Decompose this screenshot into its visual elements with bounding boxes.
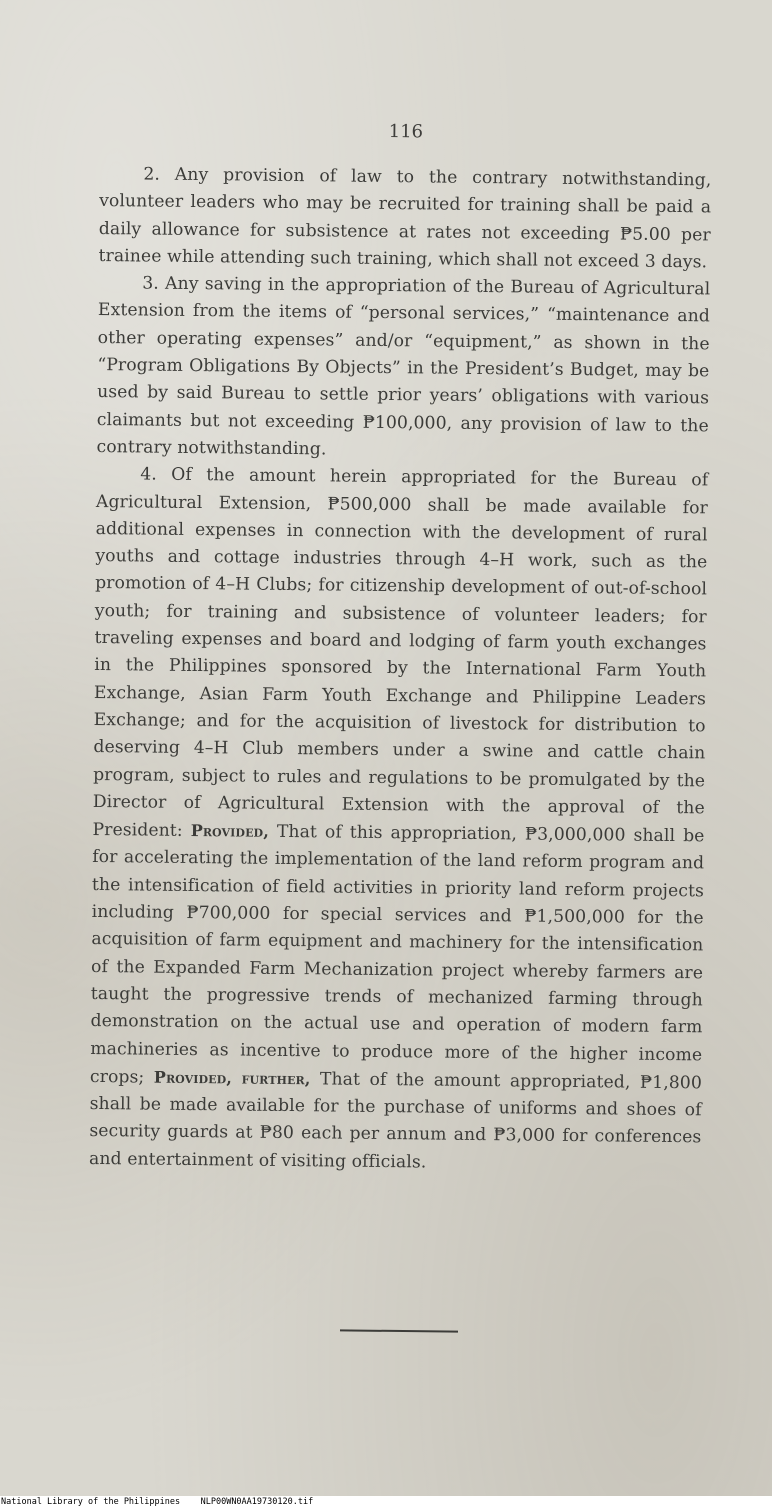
footer-source: National Library of the Philippines — [1, 1497, 181, 1507]
scan-footer — [0, 1496, 772, 1508]
section-divider — [340, 1329, 458, 1332]
paragraph-2: 2. Any provision of law to the contrary notwithstanding, volunteer leaders who may be recruited for training shall be paid a daily allowance for subsistence at rates not exceeding ₱5.00 per trainee while attending such training, which shall not exceed 3 days. — [98, 164, 712, 273]
paragraph-4-text-1: 4. Of the amount herein appropriated for the Bureau of Agricultural Extension, ₱500,000 shall be made available for additional expenses in connection with the development of rural youths and cottage industries through 4–H work, such as the promotion of 4–H Clubs; for citizenship development of out-of-school youth; for training and subsistence of volunteer leaders; for traveling expenses and board and lodging of farm youth exchanges in the Philippines sponsored by the International Farm Youth Exchange, Asian Farm Youth Exchange and Philippine Leaders Exchange; and for the acquisition of livestock for distribution to deserving 4–H Club members under a swine and cattle chain program, subject to rules and regulations to be promulgated by the Director of Agricultural Extension with the approval of the President: — [92, 464, 709, 842]
page-number: 116 — [388, 121, 424, 143]
paragraph-4-text-2: That of this appropriation, ₱3,000,000 shall be for accelerating the implementation of the land reform program and the intensification of field activities in priority land reform projects including ₱700,000 for special services and ₱1,500,000 for the acquisition of farm equipment and machinery for the intensification of the Expanded Farm Mechanization project whereby farmers are taught the progressive trends of mechanized farming through demonstration on the actual use and operation of modern farm machineries as incentive to produce more of the higher income crops; — [89, 822, 705, 1088]
document-page — [89, 118, 712, 1179]
paragraph-4 — [89, 461, 708, 1179]
paragraph-4-text-3: That of the amount appropriated, ₱1,800 shall be made available for the purchase of uniforms and shoes of security guards at ₱80 each per annum and ₱3,000 for conferences and entertainment of visiting officials. — [88, 1069, 703, 1173]
footer-filename: NLP00WN0AA19730120.tif — [200, 1497, 314, 1507]
provided-clause-2: Provided, further, — [153, 1067, 311, 1089]
paragraph-3: 3. Any saving in the appropriation of the Bureau of Agricultural Extension from the items of “personal services,” “maintenance and other operating expenses” and/or “equipment,” as shown in the “Program Obligations By Objects” in the President’s Budget, may be used by said Bureau to settle prior years’ obligations with various claimants but not exceeding ₱100,000, any provision of law to the contrary notwithstanding. — [96, 273, 711, 460]
provided-clause-1: Provided, — [190, 821, 270, 841]
